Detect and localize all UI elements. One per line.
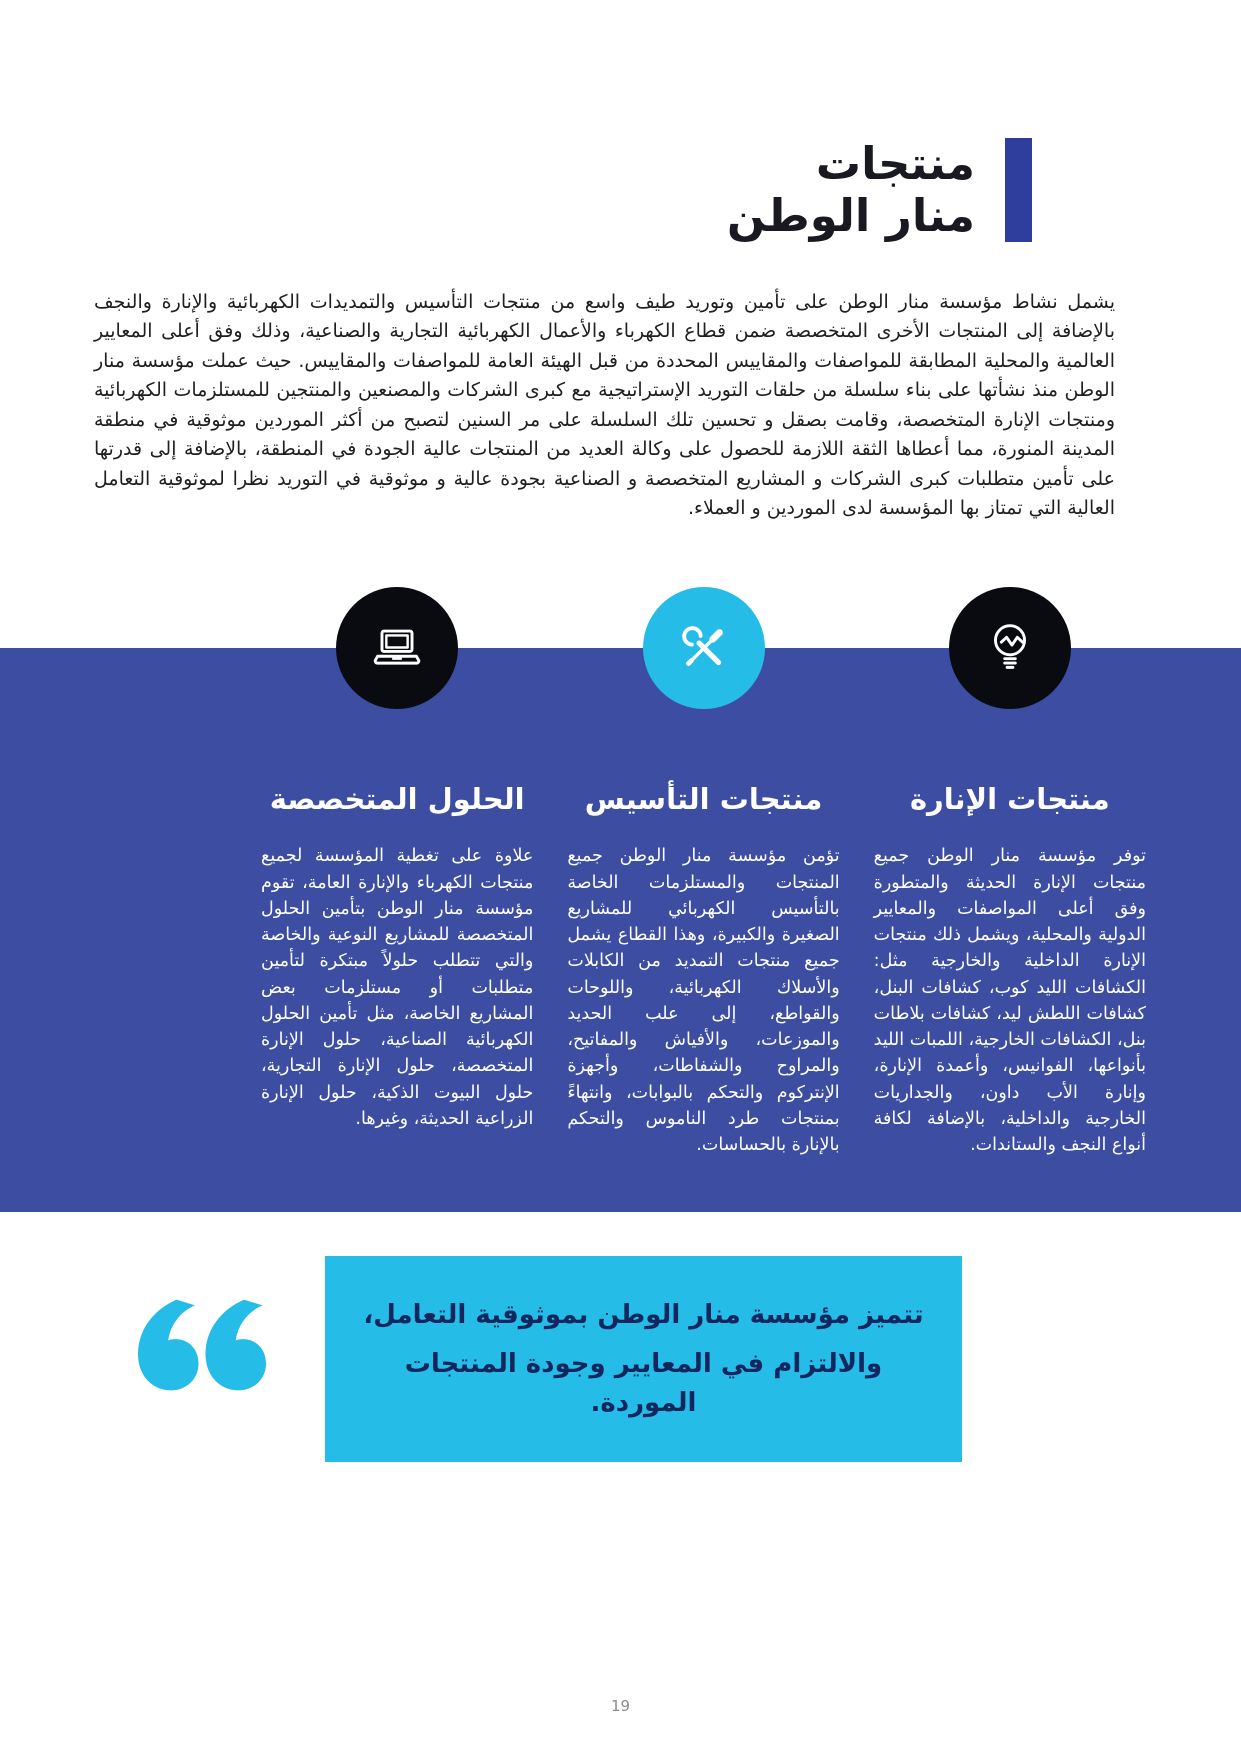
page-header [727,138,1032,242]
solutions-icon-circle [336,587,458,709]
column-body-lighting: توفر مؤسسة منار الوطن جميع منتجات الإنارة الحديثة والمتطورة وفق أعلى المواصفات والمعايير الدولية والمحلية، ويشمل ذلك منتجات الإنارة الداخلية والخارجية مثل: الكشافات الليد كوب، كشافات البنل، كشافات اللطش ليد، كشافات بلاطات بنل، الكشافات الخارجية، اللمبات الليد بأنواعها، الفوانيس، وأعمدة الإنارة، وإنارة الأب داون، والجداريات الخارجية والداخلية، بالإضافة لكافة أنواع النجف والستاندات. [873,846,1146,1155]
products-columns [261,587,1146,1158]
page-title-line2: منار الوطن [726,189,975,243]
intro-paragraph: يشمل نشاط مؤسسة منار الوطن على تأمين وتوريد طيف واسع من منتجات التأسيس والتمديدات الكهربائية والإنارة والنجف بالإضافة إلى المنتجات الأخرى المتخصصة ضمن قطاع الكهرباء والأعمال الكهربائية التجارية والصناعية، وذلك وفق أعلى المعايير العالمية والمحلية المطابقة للمواصفات والمقاييس المحددة من قبل الهيئة العامة للمواصفات والمقاييس. حيث عملت مؤسسة منار الوطن منذ نشأتها على بناء سلسلة من حلقات التوريد الإستراتيجية مع كبرى الشركات والمصنعين والمنتجين للمستلزمات الكهربائية ومنتجات الإنارة المتخصصة، وقامت بصقل و تحسين تلك السلسلة على مر السنين لتصبح من أكثر الموردين موثوقية في منطقة المدينة المنورة، مما أعطاها الثقة اللازمة للحصول على وكالة العديد من المنتجات عالية الجودة في المنطقة، بالإضافة إلى قدرتها على تأمين متطلبات كبرى الشركات و المشاريع المتخصصة و الصناعية بجودة عالية و موثوقية في التوريد نظرا لموثوقية التعامل العالية التي تمتاز بها المؤسسة لدى الموردين و العملاء. [94,291,1115,520]
foundation-icon-circle [643,587,765,709]
column-title-lighting: منتجات الإنارة [909,782,1110,816]
page-title [727,138,975,242]
page-title-line1: منتجات [815,137,975,190]
column-body-solutions: علاوة على تغطية المؤسسة لجميع منتجات الكهرباء والإنارة العامة، تقوم مؤسسة منار الوطن بتأمين الحلول المتخصصة للمشاريع النوعية والخاصة والتي تتطلب حلولاً مبتكرة لتأمين متطلبات أو مستلزمات بعض المشاريع الخاصة، مثل تأمين الحلول الكهربائية الصناعية، حلول الإنارة المتخصصة، حلول الإنارة التجارية، حلول البيوت الذكية، حلول الإنارة الزراعية الحديثة، وغيرها. [261,846,534,1129]
column-specialized-solutions [261,587,533,1158]
quote-line1: تتميز مؤسسة منار الوطن بموثوقية التعامل، [363,1299,924,1330]
products-band [0,648,1241,1212]
column-title-foundation: منتجات التأسيس [584,782,823,816]
lightbulb-icon [979,617,1041,679]
quotation-mark-icon [138,1298,266,1392]
column-title-solutions: الحلول المتخصصة [269,782,525,816]
laptop-icon [366,617,428,679]
column-lighting-products [874,587,1146,1158]
quote-box [325,1256,962,1462]
quote-line2: والالتزام في المعايير وجودة المنتجات الموردة. [404,1348,883,1418]
page-number: 19 [610,1697,631,1715]
tools-icon [673,617,735,679]
column-foundation-products [567,587,839,1158]
title-accent-bar [1005,138,1032,242]
lighting-icon-circle [949,587,1071,709]
column-body-foundation: تؤمن مؤسسة منار الوطن جميع المنتجات والمستلزمات الخاصة بالتأسيس الكهربائي للمشاريع الصغيرة والكبيرة، وهذا القطاع يشمل جميع منتجات التمديد من الكابلات والأسلاك الكهربائية، واللوحات والقواطع، إلى علب الحديد والموزعات، والأفياش والمفاتيح، والمراوح والشفاطات، وأجهزة الإنتركوم والتحكم بالبوابات، وانتهاءً بمنتجات طرد الناموس والتحكم بالإنارة بالحساسات. [567,846,840,1155]
